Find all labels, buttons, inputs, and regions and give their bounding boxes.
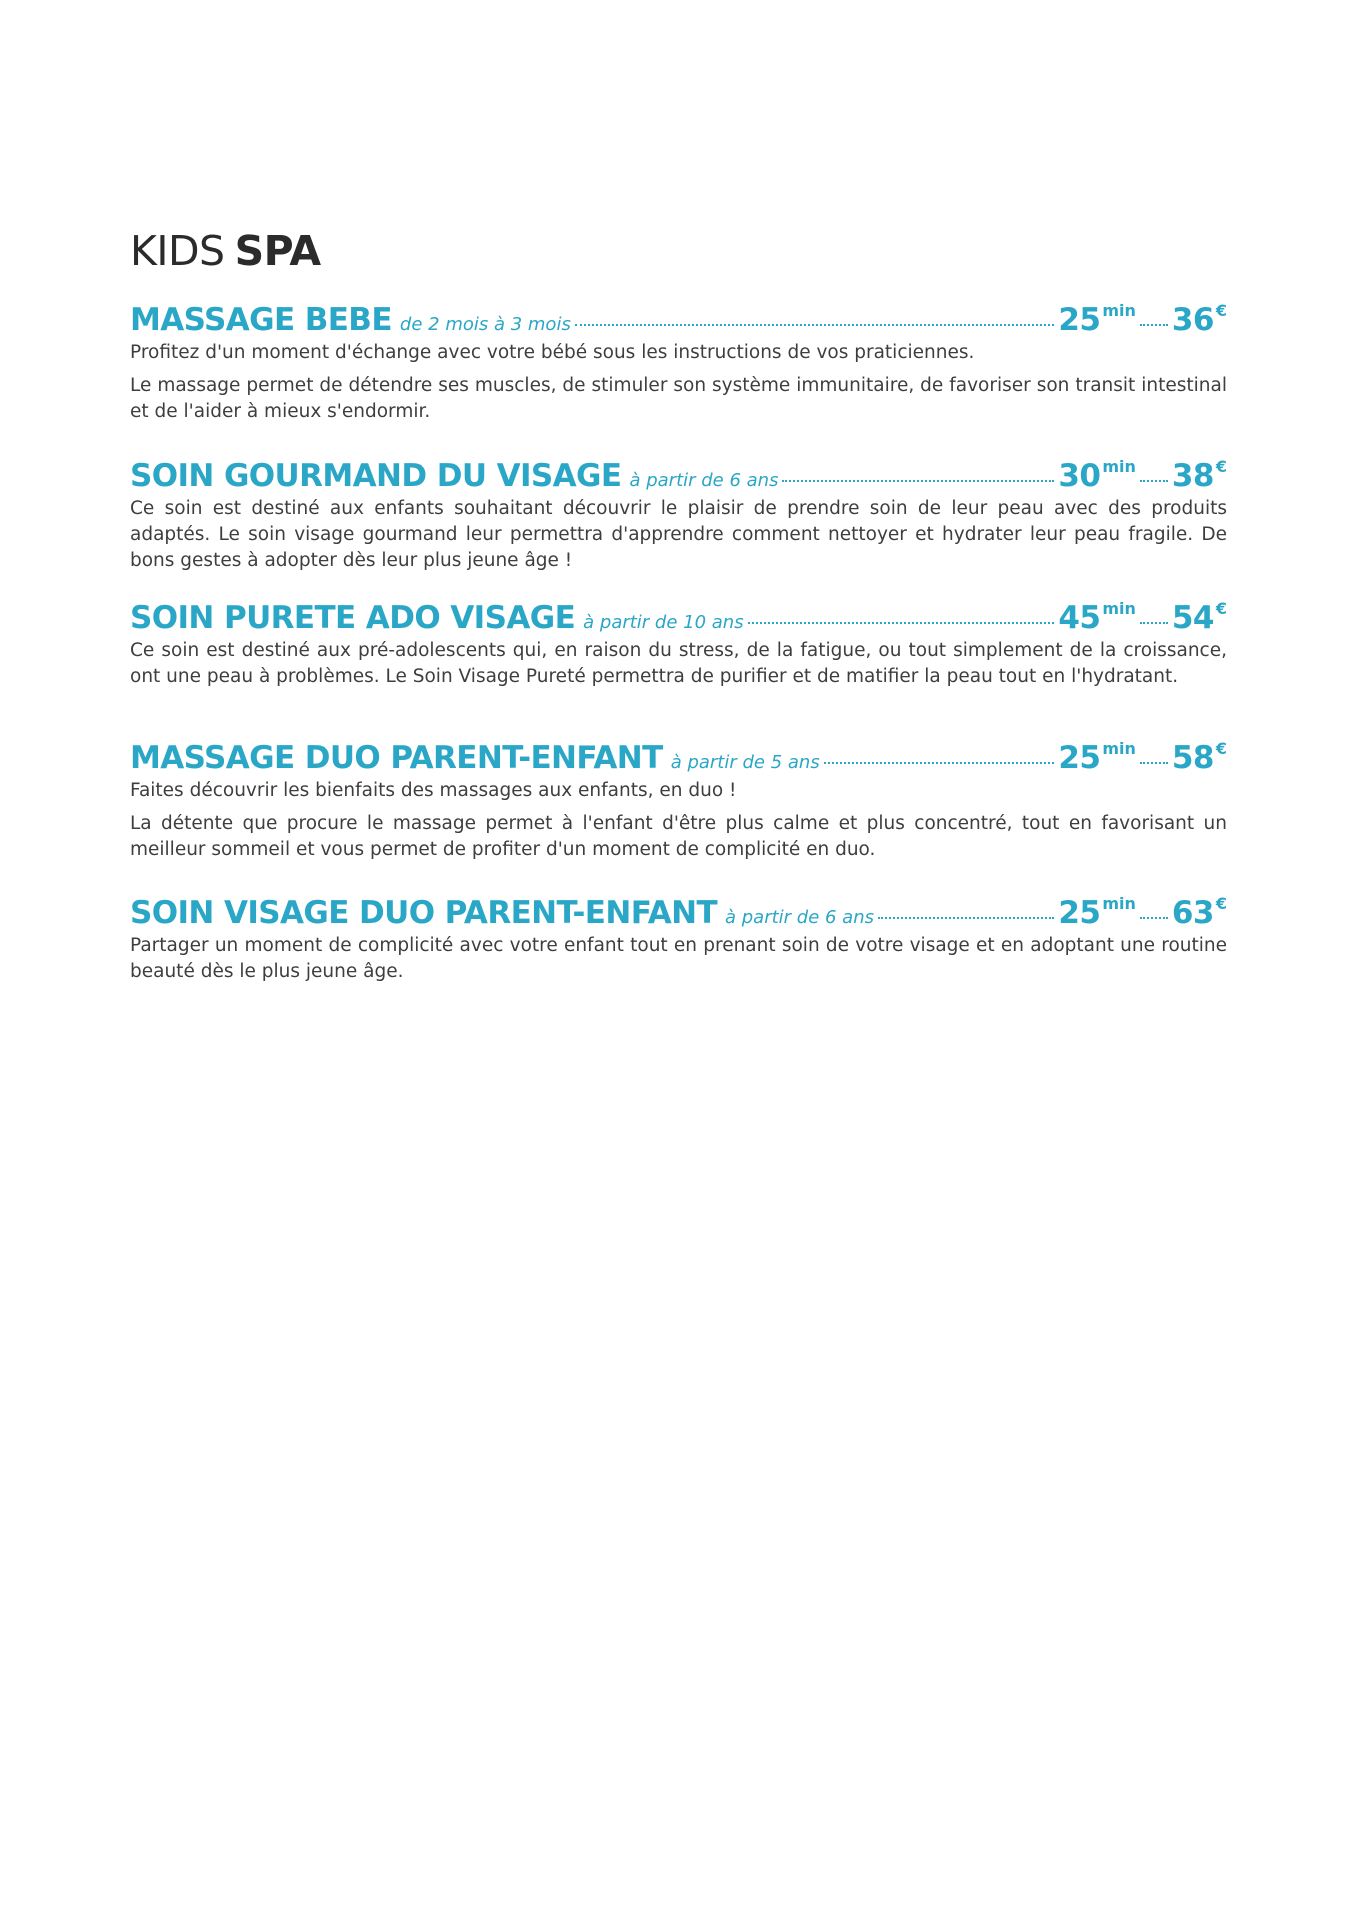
service-description: Le massage permet de détendre ses muscles, de stimuler son système immunitaire, de favoriser son transit intestinal et de l'aider à mieux s'endormir.	[130, 375, 1227, 422]
service-price: 58 €	[1171, 739, 1227, 776]
service-name: SOIN PURETE ADO VISAGE	[130, 600, 576, 636]
dot-leader	[878, 917, 1054, 919]
service-header	[130, 300, 1227, 340]
service-description: Ce soin est destiné aux enfants souhaitant découvrir le plaisir de prendre soin de leur peau avec des produits adaptés. Le soin visage gourmand leur permettra d'apprendre comment nettoyer et hydrater leur peau fragile. De bons gestes à adopter dès leur plus jeune âge !	[130, 498, 1227, 571]
page-title-bold: SPA	[234, 227, 321, 275]
service-price: 63 €	[1171, 894, 1227, 931]
service-age: à partir de 6 ans	[725, 907, 875, 928]
service-name: MASSAGE BEBE	[130, 302, 392, 338]
service-massage-duo	[130, 738, 1227, 863]
service-price: 54 €	[1171, 599, 1227, 636]
service-header	[130, 456, 1227, 496]
service-description: La détente que procure le massage permet à l'enfant d'être plus calme et plus concentré, tout en favorisant un meilleur sommeil et vous permet de profiter d'un moment de complicité en duo.	[130, 813, 1227, 860]
service-duration: 25 $^{min}$	[1058, 894, 1136, 931]
service-duration: 30 $^{min}$	[1058, 457, 1136, 494]
service-name: SOIN GOURMAND DU VISAGE	[130, 458, 622, 494]
service-age: de 2 mois à 3 mois	[399, 314, 571, 335]
service-duration: 25 $^{min}$	[1058, 301, 1136, 338]
service-description: Ce soin est destiné aux pré-adolescents qui, en raison du stress, de la fatigue, ou tout simplement de la croissance, ont une peau à problèmes. Le Soin Visage Pureté permettra de purifier et de matifier la peau tout en l'hydratant.	[130, 640, 1227, 687]
service-duration: 25 $^{min}$	[1058, 739, 1136, 776]
dot-leader	[748, 622, 1055, 624]
service-age: à partir de 10 ans	[583, 612, 744, 633]
service-description: Faites découvrir les bienfaits des massages aux enfants, en duo !	[130, 780, 737, 801]
service-header	[130, 738, 1227, 778]
dot-leader	[1140, 324, 1168, 326]
dot-leader	[824, 762, 1055, 764]
service-soin-purete-ado	[130, 598, 1227, 690]
service-age: à partir de 5 ans	[670, 752, 820, 773]
service-age: à partir de 6 ans	[629, 470, 779, 491]
dot-leader	[1140, 480, 1168, 482]
dot-leader	[1140, 622, 1168, 624]
service-price: 38 €	[1171, 457, 1227, 494]
dot-leader	[1140, 917, 1168, 919]
service-description: Profitez d'un moment d'échange avec votre bébé sous les instructions de vos praticiennes.	[130, 342, 975, 363]
service-soin-visage-duo	[130, 893, 1227, 985]
service-soin-gourmand-visage	[130, 456, 1227, 574]
page-title-light: KIDS	[130, 227, 225, 275]
service-duration: 45 $^{min}$	[1058, 599, 1136, 636]
service-massage-bebe	[130, 300, 1227, 425]
page-title	[130, 226, 321, 276]
service-price: 36 €	[1171, 301, 1227, 338]
service-header	[130, 598, 1227, 638]
service-name: SOIN VISAGE DUO PARENT-ENFANT	[130, 895, 717, 931]
dot-leader	[575, 324, 1055, 326]
service-description: Partager un moment de complicité avec votre enfant tout en prenant soin de votre visage et en adoptant une routine beauté dès le plus jeune âge.	[130, 935, 1227, 982]
dot-leader	[782, 480, 1054, 482]
service-name: MASSAGE DUO PARENT-ENFANT	[130, 740, 663, 776]
dot-leader	[1140, 762, 1168, 764]
service-header	[130, 893, 1227, 933]
